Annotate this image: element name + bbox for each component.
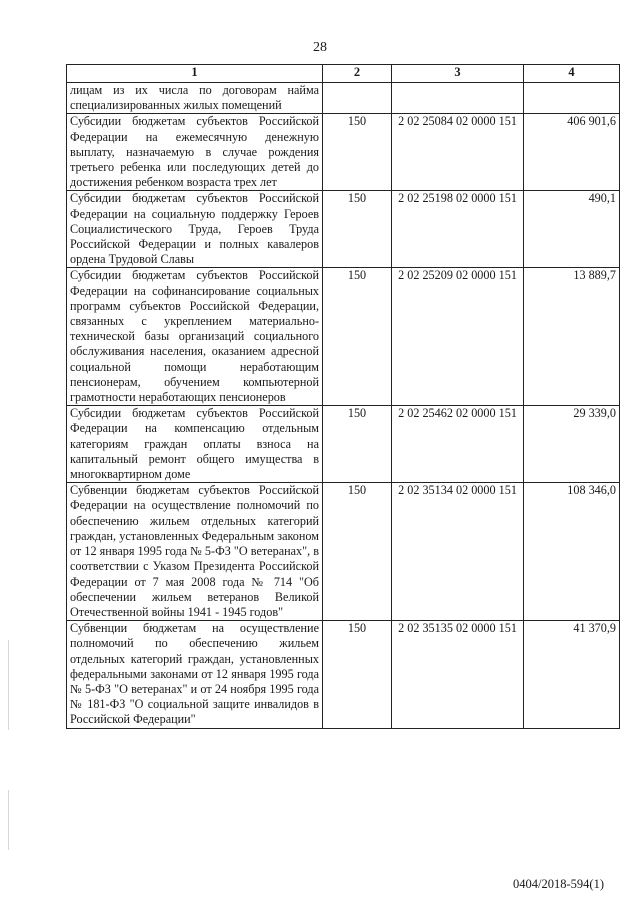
row-budget-code	[392, 83, 524, 114]
row-budget-code: 2 02 25084 02 0000 151	[392, 114, 524, 191]
row-amount: 41 370,9	[524, 621, 620, 728]
row-admin-code: 150	[323, 483, 392, 621]
row-amount	[524, 83, 620, 114]
row-amount: 29 339,0	[524, 406, 620, 483]
page-number: 28	[313, 40, 327, 55]
table-row	[67, 114, 620, 191]
table-row	[67, 621, 620, 728]
row-admin-code: 150	[323, 191, 392, 268]
table-row	[67, 483, 620, 621]
row-budget-code: 2 02 25209 02 0000 151	[392, 268, 524, 406]
header-col-4: 4	[524, 65, 620, 83]
row-budget-code: 2 02 35134 02 0000 151	[392, 483, 524, 621]
row-admin-code: 150	[323, 268, 392, 406]
row-amount: 490,1	[524, 191, 620, 268]
row-admin-code: 150	[323, 406, 392, 483]
row-admin-code: 150	[323, 621, 392, 728]
row-amount: 406 901,6	[524, 114, 620, 191]
header-col-3: 3	[392, 65, 524, 83]
scan-edge-mark	[8, 640, 9, 730]
row-budget-code: 2 02 25462 02 0000 151	[392, 406, 524, 483]
header-col-2: 2	[323, 65, 392, 83]
row-admin-code	[323, 83, 392, 114]
header-row	[67, 65, 620, 83]
row-budget-code: 2 02 35135 02 0000 151	[392, 621, 524, 728]
row-budget-code: 2 02 25198 02 0000 151	[392, 191, 524, 268]
row-name: лицам из их числа по договорам найма специализированных жилых помещений	[67, 83, 323, 114]
document-code: 0404/2018-594(1)	[513, 877, 604, 891]
scan-edge-mark	[8, 790, 9, 850]
row-name: Субвенции бюджетам субъектов Российской Федерации на осуществление полномочий по обеспечению жильем отдельных категорий граждан, установленных Федеральным законом от 12 января 1995 года № 5-ФЗ "О ветеранах", в соответствии с Указом Президента Российской Федерации от 7 мая 2008 года № 714 "Об обеспечении жильем ветеранов Великой Отечественной войны 1941 - 1945 годов"	[67, 483, 323, 621]
row-admin-code: 150	[323, 114, 392, 191]
row-name: Субсидии бюджетам субъектов Российской Федерации на компенсацию отдельным категориям граждан оплаты взноса на капитальный ремонт общего имущества в многоквартирном доме	[67, 406, 323, 483]
row-name: Субвенции бюджетам на осуществление полномочий по обеспечению жильем отдельных категорий граждан, установленных федеральными законами от 12 января 1995 года № 5-ФЗ "О ветеранах" и от 24 ноября 1995 года № 181-ФЗ "О социальной защите инвалидов в Российской Федерации"	[67, 621, 323, 728]
table-row	[67, 268, 620, 406]
row-name: Субсидии бюджетам субъектов Российской Федерации на софинансирование социальных программ субъектов Российской Федерации, связанных с укреплением материально-технической базы организаций социального обслуживания населения, оказанием адресной социальной помощи неработающим пенсионерам, обучением компьютерной грамотности неработающих пенсионеров	[67, 268, 323, 406]
row-amount: 108 346,0	[524, 483, 620, 621]
row-name: Субсидии бюджетам субъектов Российской Федерации на ежемесячную денежную выплату, назначаемую в случае рождения третьего ребенка или последующих детей до достижения ребенком возраста трех лет	[67, 114, 323, 191]
row-amount: 13 889,7	[524, 268, 620, 406]
header-col-1: 1	[67, 65, 323, 83]
table-row	[67, 191, 620, 268]
budget-table	[66, 64, 620, 729]
table-row	[67, 406, 620, 483]
table-row	[67, 83, 620, 114]
row-name: Субсидии бюджетам субъектов Российской Федерации на социальную поддержку Героев Социалистического Труда, Героев Труда Российской Федерации и полных кавалеров ордена Трудовой Славы	[67, 191, 323, 268]
